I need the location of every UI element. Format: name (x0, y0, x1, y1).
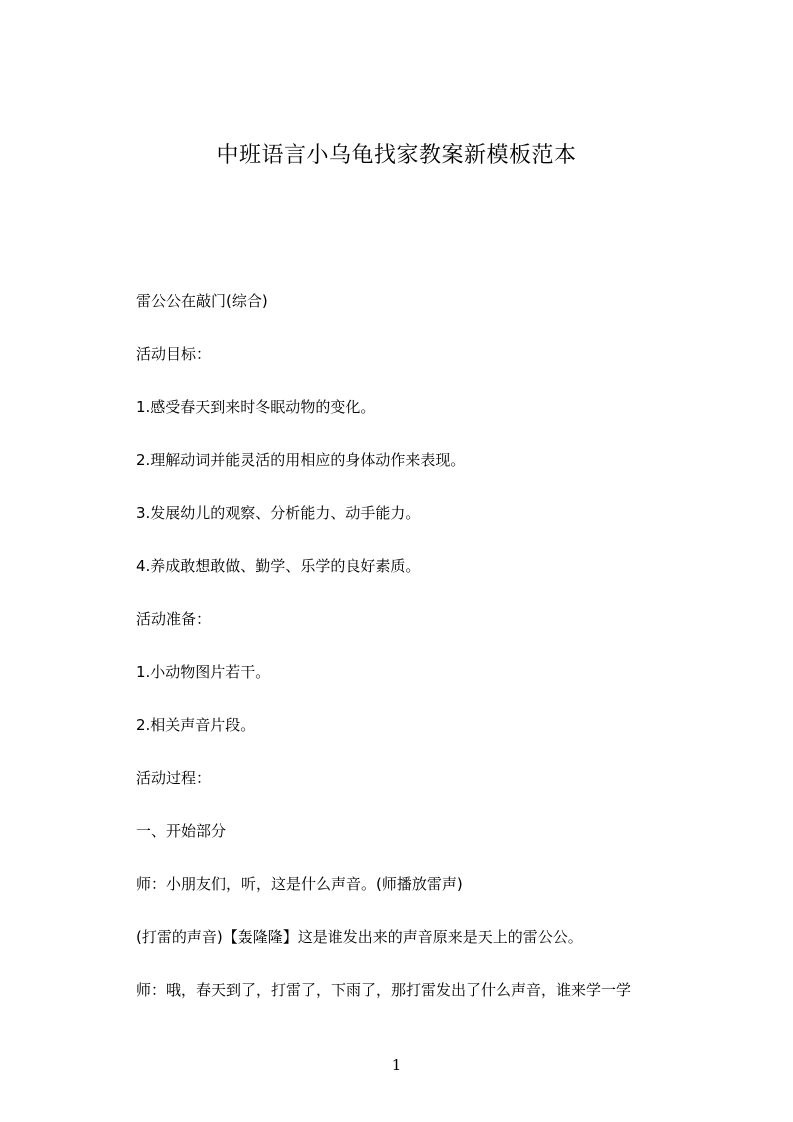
paragraph-14: 师：哦，春天到了，打雷了，下雨了，那打雷发出了什么声音，谁来学一学 (136, 981, 632, 999)
paragraph-1: 雷公公在敲门(综合) (136, 292, 268, 310)
paragraph-4: 2.理解动词并能灵活的用相应的身体动作来表现。 (136, 451, 466, 469)
paragraph-13: (打雷的声音)【轰隆隆】这是谁发出来的声音原来是天上的雷公公。 (136, 928, 583, 946)
paragraph-2: 活动目标： (136, 345, 212, 363)
paragraph-6: 4.养成敢想敢做、勤学、乐学的良好素质。 (136, 557, 421, 575)
paragraph-11: 一、开始部分 (136, 822, 227, 840)
paragraph-5: 3.发展幼儿的观察、分析能力、动手能力。 (136, 504, 421, 522)
paragraph-7: 活动准备： (136, 610, 212, 628)
paragraph-12: 师：小朋友们，听，这是什么声音。(师播放雷声) (136, 875, 463, 893)
paragraph-10: 活动过程： (136, 769, 212, 787)
paragraph-9: 2.相关声音片段。 (136, 716, 256, 734)
paragraph-8: 1.小动物图片若干。 (136, 663, 271, 681)
paragraph-3: 1.感受春天到来时冬眠动物的变化。 (136, 398, 376, 416)
document-title: 中班语言小乌龟找家教案新模板范本 (216, 143, 577, 168)
page-number: 1 (391, 1056, 402, 1074)
